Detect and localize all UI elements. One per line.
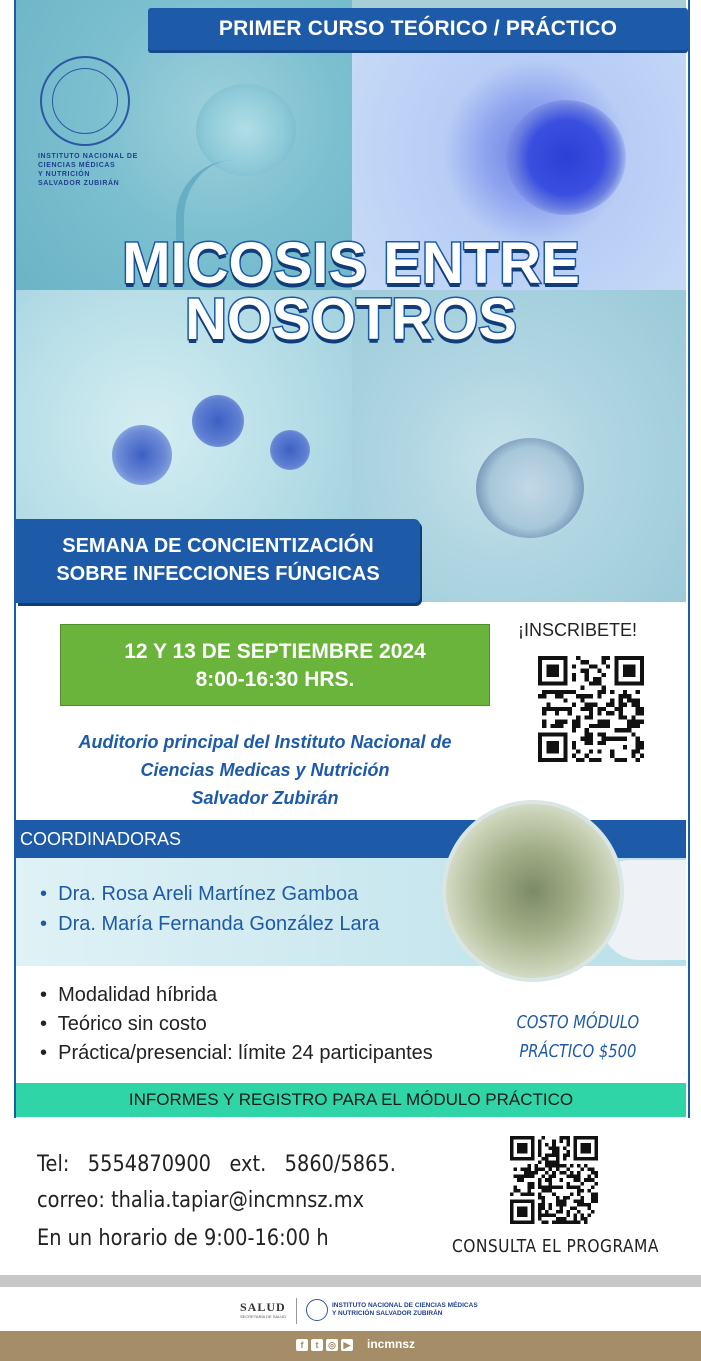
- detail-item: • Modalidad híbrida: [40, 984, 218, 1006]
- event-hours: 8:00-16:30 HRS.: [195, 668, 355, 691]
- coordinators-heading: COORDINADORAS: [20, 829, 182, 849]
- institution-line: Y NUTRICIÓN: [38, 171, 90, 178]
- footer-institution-line: Y NUTRICIÓN SALVADOR ZUBIRÁN: [332, 1310, 443, 1317]
- salud-logo-text: SALUD: [240, 1300, 286, 1314]
- twitter-icon[interactable]: t: [311, 1339, 323, 1351]
- cost-line: COSTO MÓDULO: [516, 1012, 640, 1033]
- info-registration-bar: [16, 1083, 686, 1117]
- venue-line: Auditorio principal del Instituto Nacional de: [78, 732, 452, 752]
- coordinator-name: Dra. Rosa Areli Martínez Gamboa: [58, 883, 359, 905]
- contact-phone[interactable]: Tel: 5554870900 ext. 5860/5865.: [37, 1152, 396, 1177]
- course-banner: [148, 8, 688, 50]
- event-title-line: MICOSIS ENTRE: [122, 231, 580, 296]
- event-title-line: NOSOTROS: [185, 287, 517, 352]
- detail-item: • Práctica/presencial: límite 24 participantes: [40, 1042, 433, 1064]
- salud-subtitle: SECRETARÍA DE SALUD: [240, 1314, 287, 1319]
- event-date: 12 Y 13 DE SEPTIEMBRE 2024: [124, 640, 426, 663]
- event-dates-box: [60, 624, 490, 706]
- event-title: [16, 231, 686, 352]
- seal-inner-ring: [52, 68, 118, 134]
- venue-line: Salvador Zubirán: [191, 788, 339, 808]
- awareness-line: SEMANA DE CONCIENTIZACIÓN: [62, 535, 374, 557]
- youtube-icon[interactable]: ▶: [341, 1339, 353, 1351]
- petri-dish-image: [442, 800, 624, 982]
- contact-hours: En un horario de 9:00-16:00 h: [37, 1226, 329, 1251]
- footer-divider: [296, 1298, 297, 1324]
- coordinator-name: Dra. María Fernanda González Lara: [58, 913, 380, 935]
- coordinator-item: • Dra. Rosa Areli Martínez Gamboa: [40, 883, 359, 905]
- footer-institution-name: [332, 1302, 478, 1318]
- detail-item: • Teórico sin costo: [40, 1013, 207, 1035]
- register-label: ¡INSCRIBETE!: [518, 620, 638, 640]
- practical-cost: [500, 1008, 656, 1066]
- course-label: PRIMER CURSO TEÓRICO / PRÁCTICO: [218, 17, 618, 40]
- venue-text: [40, 728, 490, 812]
- stained-cell-shape: [506, 100, 626, 215]
- spore-cell-shape: [476, 438, 584, 538]
- detail-text: Modalidad híbrida: [58, 984, 218, 1006]
- awareness-week-banner: [16, 519, 420, 603]
- registration-qr-code[interactable]: [538, 656, 644, 762]
- contact-email[interactable]: correo: thalia.tapiar@incmnsz.mx: [37, 1188, 365, 1213]
- program-qr-code[interactable]: [510, 1136, 598, 1224]
- divider-bar: [0, 1275, 701, 1287]
- social-handle[interactable]: incmnsz: [367, 1337, 416, 1351]
- spore-head-1: [192, 395, 244, 447]
- sporangium-shape: [196, 84, 296, 176]
- cost-line: PRÁCTICO $500: [519, 1041, 637, 1062]
- institution-seal-small-logo: [306, 1299, 328, 1321]
- coordinator-item: • Dra. María Fernanda González Lara: [40, 913, 380, 935]
- program-label: CONSULTA EL PROGRAMA: [452, 1236, 659, 1257]
- institution-line: CIENCIAS MÉDICAS: [38, 162, 116, 169]
- facebook-icon[interactable]: f: [296, 1339, 308, 1351]
- detail-text: Práctica/presencial: límite 24 participantes: [58, 1042, 433, 1064]
- institution-line: INSTITUTO NACIONAL DE: [38, 153, 138, 160]
- institution-seal-logo: [40, 56, 130, 146]
- info-registration-label: INFORMES Y REGISTRO PARA EL MÓDULO PRÁCTICO: [128, 1090, 574, 1109]
- institution-line: SALVADOR ZUBIRÁN: [38, 180, 120, 187]
- awareness-line: SOBRE INFECCIONES FÚNGICAS: [56, 563, 380, 585]
- venue-line: Ciencias Medicas y Nutrición: [140, 760, 390, 780]
- detail-text: Teórico sin costo: [57, 1013, 207, 1035]
- footer-institution-line: INSTITUTO NACIONAL DE CIENCIAS MÉDICAS: [332, 1302, 478, 1309]
- institution-name: [38, 152, 158, 188]
- social-icons: [296, 1339, 353, 1351]
- spore-head-2: [270, 430, 310, 470]
- instagram-icon[interactable]: ◎: [326, 1339, 338, 1351]
- spore-head-3: [112, 425, 172, 485]
